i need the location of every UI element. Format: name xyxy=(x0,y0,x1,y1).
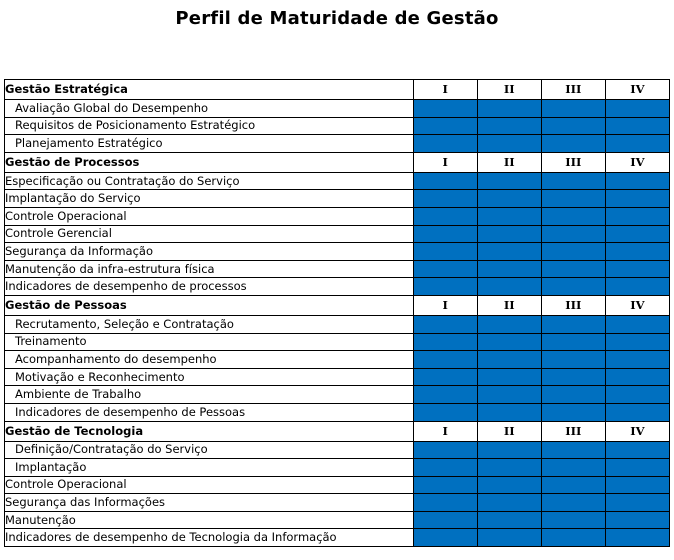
page-title: Perfil de Maturidade de Gestão xyxy=(175,8,499,29)
item-label: Ambiente de Trabalho xyxy=(5,386,414,404)
table-row xyxy=(5,459,670,477)
maturity-cell-level-3[interactable] xyxy=(541,351,605,369)
maturity-cell-level-3[interactable] xyxy=(541,225,605,243)
section-title: Gestão de Processos xyxy=(5,152,414,172)
item-label: Planejamento Estratégico xyxy=(5,135,414,153)
item-label: Manutenção da infra-estrutura física xyxy=(5,260,414,278)
maturity-cell-level-2[interactable] xyxy=(477,207,541,225)
maturity-cell-level-2[interactable] xyxy=(477,476,541,494)
maturity-cell-level-1[interactable] xyxy=(413,368,477,386)
maturity-cell-level-4[interactable] xyxy=(605,403,669,421)
maturity-cell-level-3[interactable] xyxy=(541,172,605,190)
maturity-cell-level-1[interactable] xyxy=(413,100,477,118)
maturity-cell-level-3[interactable] xyxy=(541,243,605,261)
maturity-cell-level-2[interactable] xyxy=(477,278,541,296)
maturity-cell-level-1[interactable] xyxy=(413,260,477,278)
table-row xyxy=(5,117,670,135)
level-header-3: III xyxy=(541,295,605,315)
item-label: Controle Operacional xyxy=(5,476,414,494)
level-header-4: IV xyxy=(605,152,669,172)
maturity-cell-level-1[interactable] xyxy=(413,172,477,190)
maturity-cell-level-4[interactable] xyxy=(605,386,669,404)
maturity-cell-level-1[interactable] xyxy=(413,333,477,351)
table-row xyxy=(5,476,670,494)
maturity-cell-level-4[interactable] xyxy=(605,315,669,333)
table-row xyxy=(5,511,670,529)
item-label: Indicadores de desempenho de Tecnologia da Informação xyxy=(5,529,414,547)
table-row xyxy=(5,260,670,278)
maturity-cell-level-1[interactable] xyxy=(413,225,477,243)
maturity-cell-level-2[interactable] xyxy=(477,494,541,512)
section-title: Gestão de Tecnologia xyxy=(5,421,414,441)
item-label: Controle Operacional xyxy=(5,207,414,225)
maturity-cell-level-3[interactable] xyxy=(541,441,605,459)
section-header-row xyxy=(5,80,670,100)
maturity-cell-level-1[interactable] xyxy=(413,315,477,333)
level-header-3: III xyxy=(541,421,605,441)
level-header-1: I xyxy=(413,152,477,172)
maturity-cell-level-3[interactable] xyxy=(541,135,605,153)
maturity-cell-level-1[interactable] xyxy=(413,403,477,421)
item-label: Avaliação Global do Desempenho xyxy=(5,100,414,118)
item-label: Motivação e Reconhecimento xyxy=(5,368,414,386)
maturity-cell-level-4[interactable] xyxy=(605,243,669,261)
level-header-4: IV xyxy=(605,295,669,315)
table-row xyxy=(5,386,670,404)
maturity-cell-level-3[interactable] xyxy=(541,207,605,225)
level-header-4: IV xyxy=(605,80,669,100)
table-row xyxy=(5,368,670,386)
maturity-cell-level-2[interactable] xyxy=(477,403,541,421)
maturity-cell-level-1[interactable] xyxy=(413,135,477,153)
maturity-cell-level-2[interactable] xyxy=(477,135,541,153)
maturity-cell-level-4[interactable] xyxy=(605,511,669,529)
item-label: Controle Gerencial xyxy=(5,225,414,243)
maturity-cell-level-3[interactable] xyxy=(541,260,605,278)
level-header-4: IV xyxy=(605,421,669,441)
item-label: Requisitos de Posicionamento Estratégico xyxy=(5,117,414,135)
maturity-cell-level-1[interactable] xyxy=(413,117,477,135)
maturity-cell-level-4[interactable] xyxy=(605,172,669,190)
maturity-cell-level-3[interactable] xyxy=(541,386,605,404)
level-header-1: I xyxy=(413,421,477,441)
maturity-cell-level-3[interactable] xyxy=(541,100,605,118)
maturity-cell-level-4[interactable] xyxy=(605,207,669,225)
maturity-cell-level-3[interactable] xyxy=(541,476,605,494)
level-header-1: I xyxy=(413,295,477,315)
section-title: Gestão de Pessoas xyxy=(5,295,414,315)
maturity-cell-level-3[interactable] xyxy=(541,117,605,135)
maturity-cell-level-3[interactable] xyxy=(541,333,605,351)
item-label: Acompanhamento do desempenho xyxy=(5,351,414,369)
level-header-2: II xyxy=(477,80,541,100)
table-row xyxy=(5,100,670,118)
table-row xyxy=(5,225,670,243)
table-row xyxy=(5,494,670,512)
maturity-cell-level-2[interactable] xyxy=(477,459,541,477)
maturity-cell-level-4[interactable] xyxy=(605,278,669,296)
maturity-cell-level-2[interactable] xyxy=(477,441,541,459)
item-label: Treinamento xyxy=(5,333,414,351)
maturity-cell-level-2[interactable] xyxy=(477,333,541,351)
maturity-table xyxy=(4,79,670,547)
item-label: Indicadores de desempenho de Pessoas xyxy=(5,403,414,421)
maturity-cell-level-2[interactable] xyxy=(477,351,541,369)
maturity-cell-level-2[interactable] xyxy=(477,243,541,261)
level-header-3: III xyxy=(541,80,605,100)
maturity-cell-level-1[interactable] xyxy=(413,459,477,477)
table-row xyxy=(5,441,670,459)
maturity-cell-level-4[interactable] xyxy=(605,529,669,547)
table-row xyxy=(5,207,670,225)
maturity-cell-level-2[interactable] xyxy=(477,529,541,547)
maturity-cell-level-4[interactable] xyxy=(605,494,669,512)
maturity-cell-level-3[interactable] xyxy=(541,459,605,477)
maturity-cell-level-2[interactable] xyxy=(477,260,541,278)
maturity-cell-level-4[interactable] xyxy=(605,351,669,369)
maturity-cell-level-1[interactable] xyxy=(413,441,477,459)
maturity-cell-level-4[interactable] xyxy=(605,260,669,278)
table-row xyxy=(5,243,670,261)
maturity-cell-level-1[interactable] xyxy=(413,386,477,404)
item-label: Segurança da Informação xyxy=(5,243,414,261)
table-row xyxy=(5,529,670,547)
maturity-cell-level-4[interactable] xyxy=(605,117,669,135)
maturity-cell-level-2[interactable] xyxy=(477,225,541,243)
maturity-cell-level-3[interactable] xyxy=(541,278,605,296)
section-header-row xyxy=(5,421,670,441)
maturity-cell-level-1[interactable] xyxy=(413,494,477,512)
item-label: Especificação ou Contratação do Serviço xyxy=(5,172,414,190)
table-row xyxy=(5,351,670,369)
maturity-cell-level-3[interactable] xyxy=(541,511,605,529)
maturity-cell-level-4[interactable] xyxy=(605,476,669,494)
table-row xyxy=(5,315,670,333)
maturity-cell-level-3[interactable] xyxy=(541,368,605,386)
item-label: Manutenção xyxy=(5,511,414,529)
item-label: Recrutamento, Seleção e Contratação xyxy=(5,315,414,333)
maturity-cell-level-3[interactable] xyxy=(541,529,605,547)
maturity-cell-level-3[interactable] xyxy=(541,315,605,333)
maturity-cell-level-2[interactable] xyxy=(477,368,541,386)
table-row xyxy=(5,135,670,153)
maturity-cell-level-1[interactable] xyxy=(413,511,477,529)
level-header-2: II xyxy=(477,152,541,172)
maturity-cell-level-1[interactable] xyxy=(413,243,477,261)
item-label: Implantação do Serviço xyxy=(5,190,414,208)
maturity-cell-level-1[interactable] xyxy=(413,529,477,547)
level-header-2: II xyxy=(477,295,541,315)
maturity-cell-level-2[interactable] xyxy=(477,172,541,190)
section-title: Gestão Estratégica xyxy=(5,80,414,100)
maturity-cell-level-3[interactable] xyxy=(541,403,605,421)
table-row xyxy=(5,278,670,296)
item-label: Definição/Contratação do Serviço xyxy=(5,441,414,459)
table-row xyxy=(5,403,670,421)
table-row xyxy=(5,333,670,351)
section-header-row xyxy=(5,152,670,172)
maturity-cell-level-2[interactable] xyxy=(477,386,541,404)
table-row xyxy=(5,172,670,190)
maturity-cell-level-3[interactable] xyxy=(541,494,605,512)
maturity-cell-level-1[interactable] xyxy=(413,190,477,208)
maturity-cell-level-2[interactable] xyxy=(477,315,541,333)
level-header-2: II xyxy=(477,421,541,441)
item-label: Segurança das Informações xyxy=(5,494,414,512)
item-label: Indicadores de desempenho de processos xyxy=(5,278,414,296)
item-label: Implantação xyxy=(5,459,414,477)
maturity-cell-level-1[interactable] xyxy=(413,207,477,225)
maturity-cell-level-1[interactable] xyxy=(413,351,477,369)
table-row xyxy=(5,190,670,208)
maturity-cell-level-4[interactable] xyxy=(605,135,669,153)
maturity-cell-level-2[interactable] xyxy=(477,100,541,118)
level-header-1: I xyxy=(413,80,477,100)
maturity-cell-level-4[interactable] xyxy=(605,368,669,386)
maturity-cell-level-4[interactable] xyxy=(605,225,669,243)
maturity-cell-level-2[interactable] xyxy=(477,117,541,135)
maturity-cell-level-4[interactable] xyxy=(605,190,669,208)
maturity-cell-level-1[interactable] xyxy=(413,278,477,296)
level-header-3: III xyxy=(541,152,605,172)
maturity-cell-level-2[interactable] xyxy=(477,190,541,208)
maturity-cell-level-4[interactable] xyxy=(605,100,669,118)
section-header-row xyxy=(5,295,670,315)
maturity-cell-level-4[interactable] xyxy=(605,459,669,477)
maturity-cell-level-4[interactable] xyxy=(605,333,669,351)
maturity-cell-level-4[interactable] xyxy=(605,441,669,459)
maturity-cell-level-2[interactable] xyxy=(477,511,541,529)
maturity-cell-level-1[interactable] xyxy=(413,476,477,494)
maturity-cell-level-3[interactable] xyxy=(541,190,605,208)
